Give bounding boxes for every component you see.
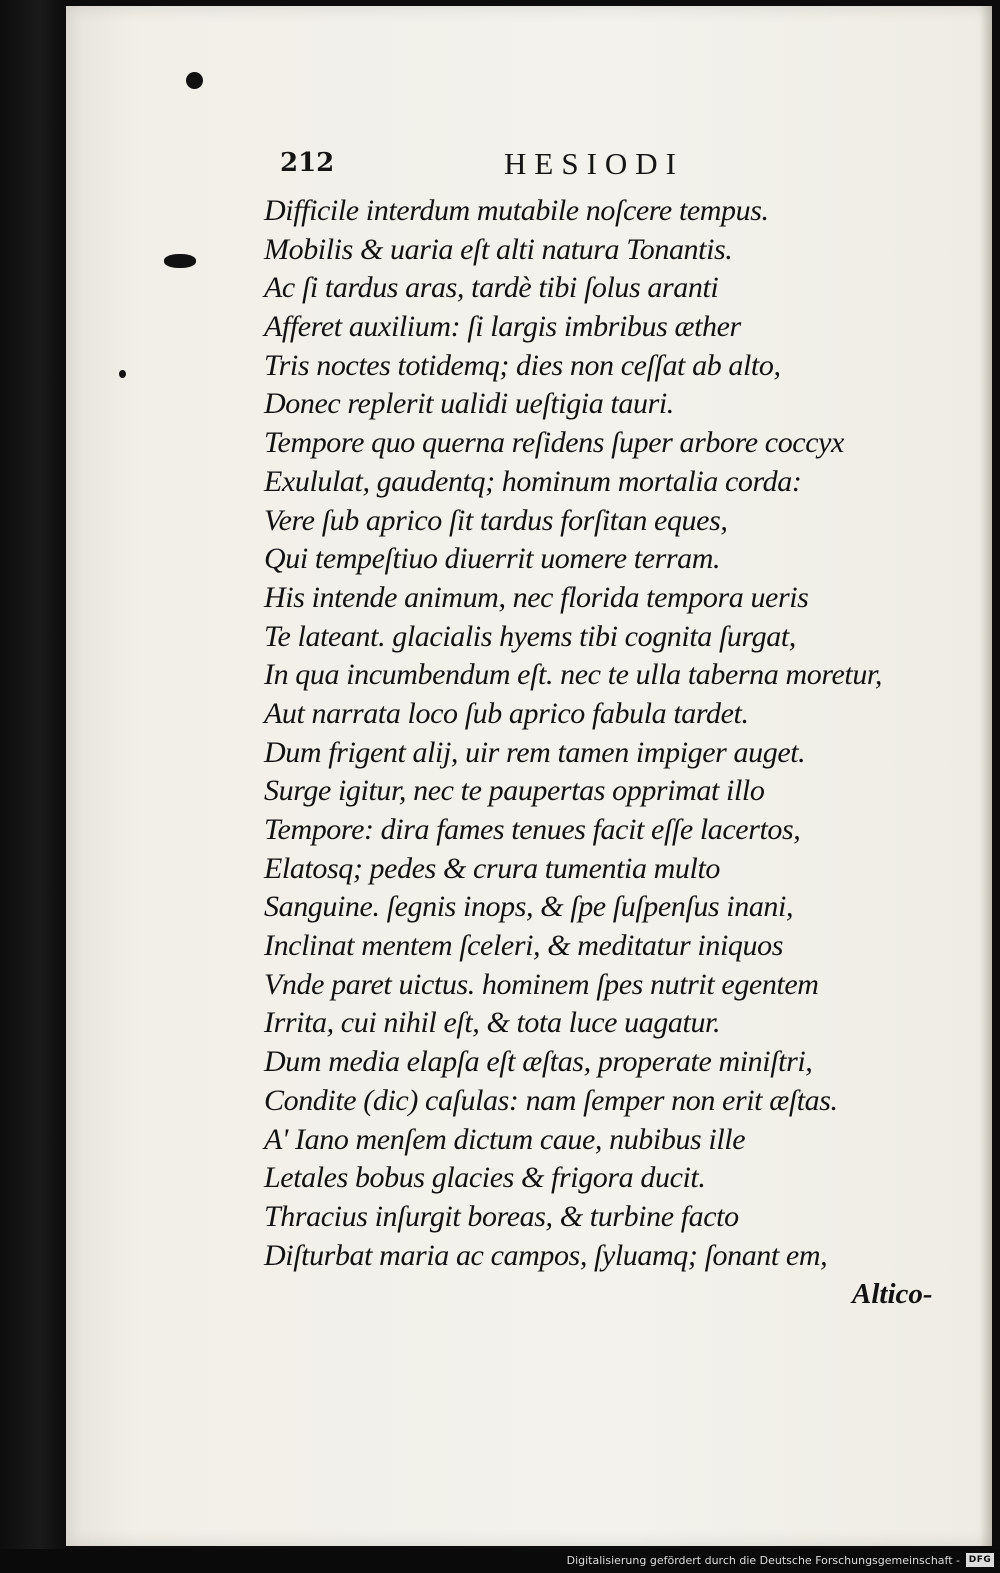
verse-line: Sanguine. ſegnis inops, & ſpe ſuſpenſus inani, [264, 890, 794, 924]
verse-line: Surge igitur, nec te paupertas opprimat illo [264, 774, 765, 808]
verse-line: Qui tempeſtiuo diuerrit uomere terram. [264, 542, 721, 576]
verse-line: Vnde paret uictus. hominem ſpes nutrit egentem [264, 967, 819, 1001]
dfg-logo: DFG [966, 1553, 994, 1567]
verse-line: Ac ſi tardus aras, tardè tibi ſolus aranti [264, 271, 719, 305]
verse-line: Irrita, cui nihil eſt, & tota luce uagatur. [264, 1006, 721, 1040]
verse-line: Afferet auxilium: ſi largis imbribus æther [264, 310, 741, 344]
catchword: Altico- [852, 1278, 933, 1310]
ink-blot [186, 72, 203, 89]
verse-line: Tempore quo querna reſidens ſuper arbore coccyx [264, 426, 844, 460]
verse-line: Thracius inſurgit boreas, & turbine facto [264, 1199, 739, 1233]
running-head: HESIODI [504, 146, 684, 181]
book-page [66, 6, 992, 1546]
verse-line: Donec replerit ualidi ueſtigia tauri. [264, 387, 674, 421]
verse-line: Dum frigent alij, uir rem tamen impiger auget. [264, 735, 806, 769]
ink-blot [119, 370, 126, 378]
page-edge-shadow [980, 6, 992, 1546]
verse-line: Letales bobus glacies & frigora ducit. [264, 1161, 706, 1195]
verse-line: Inclinat mentem ſceleri, & meditatur iniquos [264, 929, 783, 963]
verse-line: Exululat, gaudentq; hominum mortalia corda: [264, 464, 802, 498]
page-header [280, 146, 740, 182]
verse-line: Dum media elapſa eſt æſtas, properate miniſtri, [264, 1045, 813, 1079]
verse-line: Difficile interdum mutabile noſcere tempus. [264, 194, 769, 227]
verse-line: Tempore: dira fames tenues facit eſſe lacertos, [264, 813, 801, 846]
footer-bar [0, 1549, 1000, 1573]
verse-list [264, 192, 924, 1275]
verse-line: Vere ſub aprico ſit tardus forſitan eques, [264, 503, 728, 537]
verse-line: In qua incumbendum eſt. nec te ulla taberna moretur, [264, 658, 882, 692]
verse-line: Mobilis & uaria eſt alti natura Tonantis. [264, 232, 733, 266]
verse-line: Condite (dic) caſulas: nam ſemper non erit æſtas. [264, 1083, 838, 1117]
verse-line: A' Iano menſem dictum caue, nubibus ille [264, 1122, 746, 1156]
verse-line: Aut narrata loco ſub aprico fabula tardet. [264, 696, 749, 730]
verse-line: Te lateant. glacialis hyems tibi cognita ſurgat, [264, 619, 796, 653]
verse-line: Diſturbat maria ac campos, ſyluamq; ſonant em, [264, 1238, 828, 1272]
verse-line: Elatosq; pedes & crura tumentia multo [264, 851, 720, 885]
verse-line: His intende animum, nec florida tempora ueris [264, 580, 809, 614]
verse-line: Tris noctes totidemq; dies non ceſſat ab alto, [264, 348, 781, 382]
funding-credit: Digitalisierung gefördert durch die Deutsche Forschungsgemeinschaft - [566, 1554, 960, 1567]
page-number: 212 [280, 148, 335, 178]
ink-blot [164, 254, 196, 268]
